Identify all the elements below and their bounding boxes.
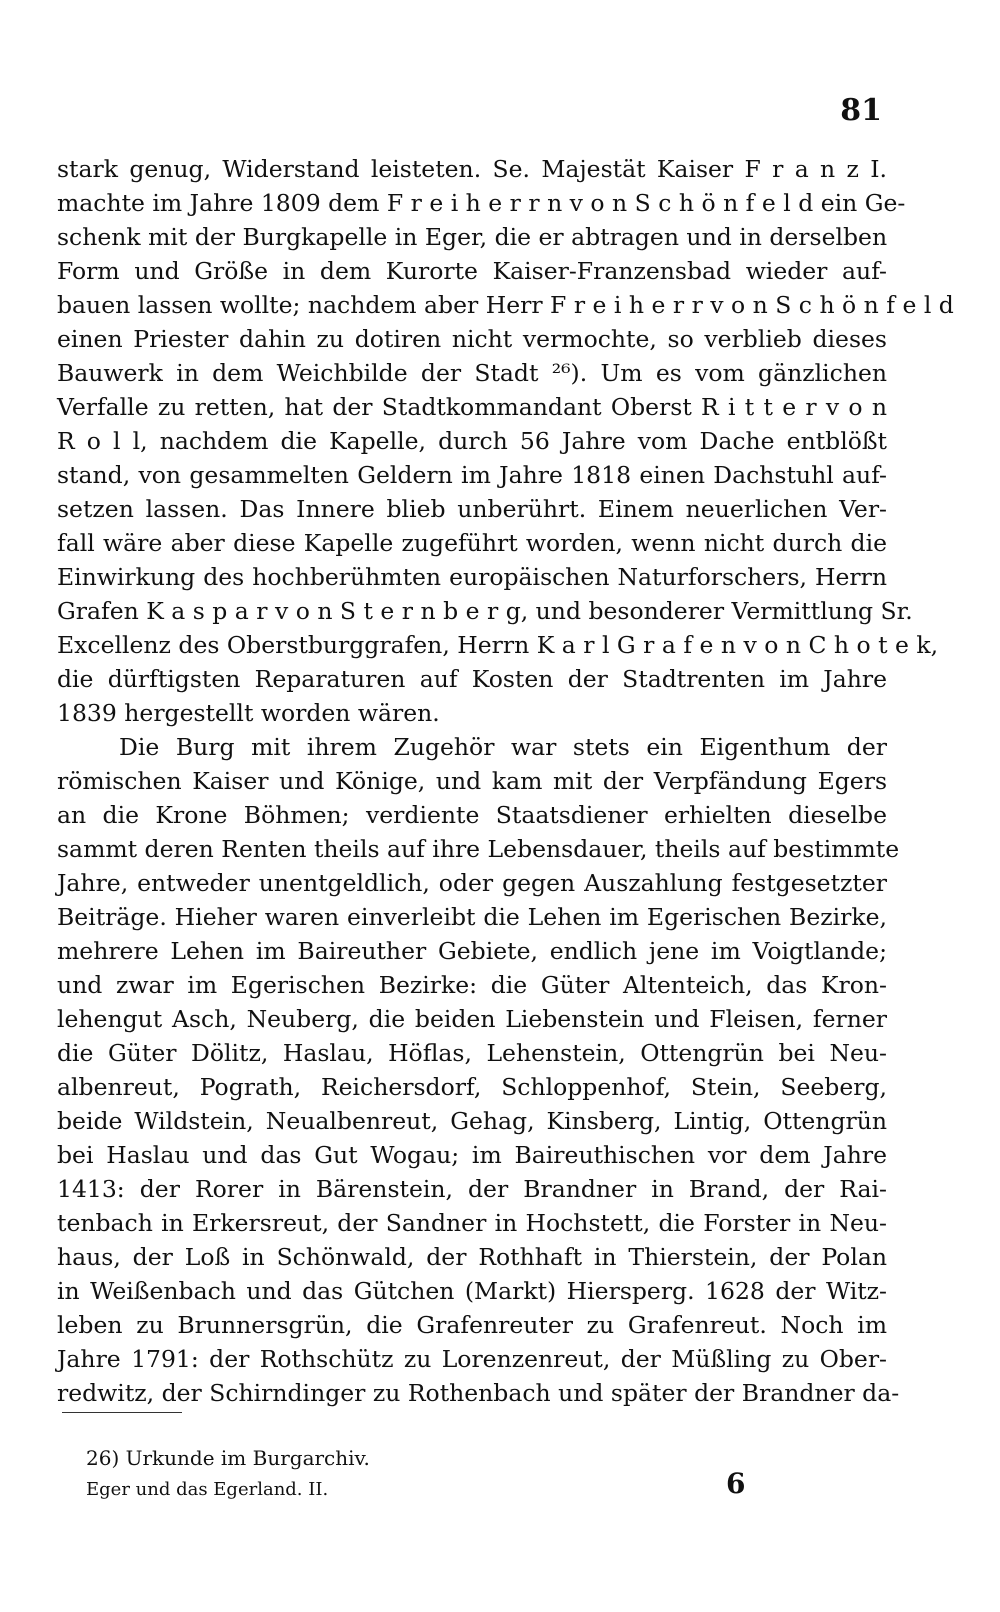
text-line: die Güter Dölitz, Haslau, Höflas, Lehenstein, Ottengrün bei Neu- — [57, 1039, 887, 1067]
text-line: setzen lassen. Das Innere blieb unberührt. Einem neuerlichen Ver- — [57, 495, 887, 523]
text-line: Beiträge. Hieher waren einverleibt die Lehen im Egerischen Bezirke, — [57, 903, 887, 931]
text-line: Excellenz des Oberstburggrafen, Herrn K a r l G r a f e n v o n C h o t e k, — [57, 631, 939, 659]
text-line: 1839 hergestellt worden wären. — [57, 699, 440, 727]
text-line: 1413: der Rorer in Bärenstein, der Brandner in Brand, der Rai- — [57, 1175, 887, 1203]
text-line: bauen lassen wollte; nachdem aber Herr F r e i h e r r v o n S c h ö n f e l d — [57, 291, 954, 319]
text-line: machte im Jahre 1809 dem F r e i h e r r n v o n S c h ö n f e l d ein Ge- — [57, 189, 906, 217]
text-line: Die Burg mit ihrem Zugehör war stets ein Eigenthum der — [119, 733, 887, 761]
text-line: stark genug, Widerstand leisteten. Se. Majestät Kaiser F r a n z I. — [57, 155, 887, 183]
printer-signature: Eger und das Egerland. II. — [86, 1479, 329, 1500]
page-number: 81 — [840, 93, 882, 128]
text-line: albenreut, Pograth, Reichersdorf, Schloppenhof, Stein, Seeberg, — [57, 1073, 887, 1101]
text-line: und zwar im Egerischen Bezirke: die Güter Altenteich, das Kron- — [57, 971, 887, 999]
text-line: in Weißenbach und das Gütchen (Markt) Hiersperg. 1628 der Witz- — [57, 1277, 887, 1305]
text-line: lehengut Asch, Neuberg, die beiden Liebenstein und Fleisen, ferner — [57, 1005, 887, 1033]
text-line: Bauwerk in dem Weichbilde der Stadt ²⁶). Um es vom gänzlichen — [57, 359, 887, 387]
text-line: fall wäre aber diese Kapelle zugeführt worden, wenn nicht durch die — [57, 529, 887, 557]
footnote-divider — [62, 1412, 182, 1413]
text-line: schenk mit der Burgkapelle in Eger, die er abtragen und in derselben — [57, 223, 888, 251]
text-line: einen Priester dahin zu dotiren nicht vermochte, so verblieb dieses — [57, 325, 887, 353]
text-line: sammt deren Renten theils auf ihre Lebensdauer, theils auf bestimmte — [57, 835, 900, 863]
text-line: stand, von gesammelten Geldern im Jahre 1818 einen Dachstuhl auf- — [57, 461, 887, 489]
text-line: Einwirkung des hochberühmten europäischen Naturforschers, Herrn — [57, 563, 887, 591]
text-line: mehrere Lehen im Baireuther Gebiete, endlich jene im Voigtlande; — [57, 937, 887, 965]
text-line: die dürftigsten Reparaturen auf Kosten der Stadtrenten im Jahre — [57, 665, 887, 693]
text-line: Jahre, entweder unentgeldlich, oder gegen Auszahlung festgesetzter — [57, 869, 887, 897]
text-line: Grafen K a s p a r v o n S t e r n b e r g, und besonderer Vermittlung Sr. — [57, 597, 913, 625]
text-line: beide Wildstein, Neualbenreut, Gehag, Kinsberg, Lintig, Ottengrün — [57, 1107, 887, 1135]
body-text — [57, 152, 954, 1410]
text-line: tenbach in Erkersreut, der Sandner in Hochstett, die Forster in Neu- — [57, 1209, 887, 1237]
text-line: Verfalle zu retten, hat der Stadtkommandant Oberst R i t t e r v o n — [57, 393, 887, 421]
text-line: redwitz, der Schirndinger zu Rothenbach und später der Brandner da- — [57, 1379, 900, 1407]
text-line: Form und Größe in dem Kurorte Kaiser-Franzensbad wieder auf- — [57, 257, 887, 285]
text-line: leben zu Brunnersgrün, die Grafenreuter zu Grafenreut. Noch im — [57, 1311, 887, 1339]
paragraph-1 — [57, 152, 954, 730]
text-line: Jahre 1791: der Rothschütz zu Lorenzenreut, der Müßling zu Ober- — [57, 1345, 887, 1373]
text-line: römischen Kaiser und Könige, und kam mit der Verpfändung Egers — [57, 767, 887, 795]
text-line: R o l l, nachdem die Kapelle, durch 56 Jahre vom Dache entblößt — [57, 427, 887, 455]
signature-mark: 6 — [726, 1467, 746, 1500]
paragraph-2 — [57, 730, 900, 1410]
text-line: an die Krone Böhmen; verdiente Staatsdiener erhielten dieselbe — [57, 801, 887, 829]
text-line: haus, der Loß in Schönwald, der Rothhaft in Thierstein, der Polan — [57, 1243, 887, 1271]
text-line: bei Haslau und das Gut Wogau; im Baireuthischen vor dem Jahre — [57, 1141, 887, 1169]
footnote: 26) Urkunde im Burgarchiv. — [86, 1446, 370, 1470]
